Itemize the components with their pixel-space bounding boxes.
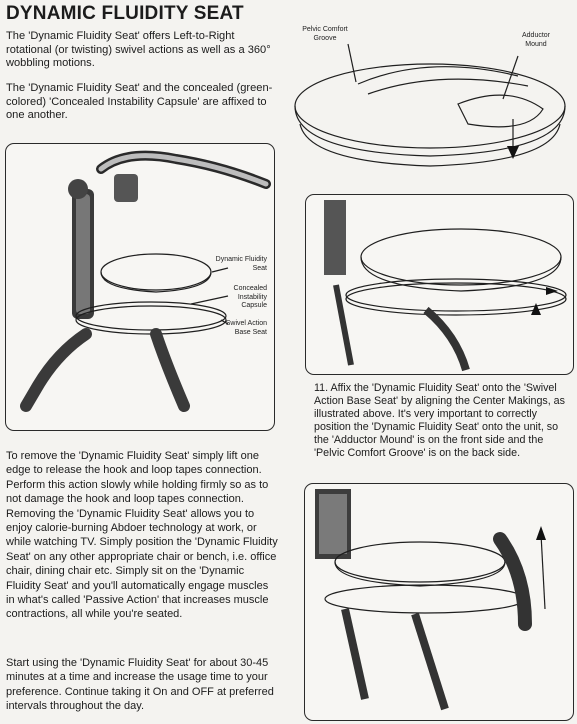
alignment-photo-frame	[305, 194, 574, 375]
intro-paragraph-2: The 'Dynamic Fluidity Seat' and the concealed (green-colored) 'Concealed Instability Capsule' are affixed to one another.	[6, 82, 273, 122]
intro-paragraph-1: The 'Dynamic Fluidity Seat' offers Left-to-Right rotational (or twisting) swivel actions as well as a 360° wobbling motions.	[6, 30, 271, 70]
dynamic-seat-label: Dynamic Fluidity Seat	[215, 256, 267, 272]
lifting-photo-frame	[304, 483, 574, 721]
removal-paragraph: To remove the 'Dynamic Fluidity Seat' simply lift one edge to release the hook and loop tapes connection. Perform this action slowly while holding firmly so as to not damage the hook and loop tapes connection. Removing the 'Dynamic Fluidity Seat' allows you to enjoy calorie-burning Abdoer technology at work, or while watching TV. Simply position the 'Dynamic Fluidity Seat' on any other appropriate chair or bench, i.e. office chair, dining chair etc. Simply sit on the 'Dynamic Fluidity Seat' and you'll automatically engage muscles in what's called 'Passive Action' that increases muscle contractions, all while you're seated.	[6, 450, 278, 621]
assembly-photo-frame	[5, 143, 275, 431]
usage-paragraph: Start using the 'Dynamic Fluidity Seat' for about 30-45 minutes at a time and increase the usage time to your preference. Continue taking it On and OFF at preferred intervals throughout the day.	[6, 657, 274, 713]
seat-diagram	[288, 24, 573, 174]
lifting-photo	[305, 484, 573, 720]
pelvic-groove-label: Pelvic Comfort Groove	[302, 26, 348, 42]
page-title: DYNAMIC FLUIDITY SEAT	[6, 3, 244, 24]
capsule-label: Concealed Instability Capsule	[233, 285, 267, 309]
base-seat-label: Swivel Action Base Seat	[225, 320, 267, 336]
step-11-instruction: 11. Affix the 'Dynamic Fluidity Seat' onto the 'Swivel Action Base Seat' by aligning the Center Makings, as illustrated above. It's very important to correctly position the 'Dynamic Fluidity Seat' onto the unit, so the 'Adductor Mound' is on the front side and the 'Pelvic Comfort Groove' is on the back side.	[314, 382, 565, 459]
adductor-mound-label: Adductor Mound	[521, 32, 551, 48]
alignment-photo	[306, 195, 573, 374]
